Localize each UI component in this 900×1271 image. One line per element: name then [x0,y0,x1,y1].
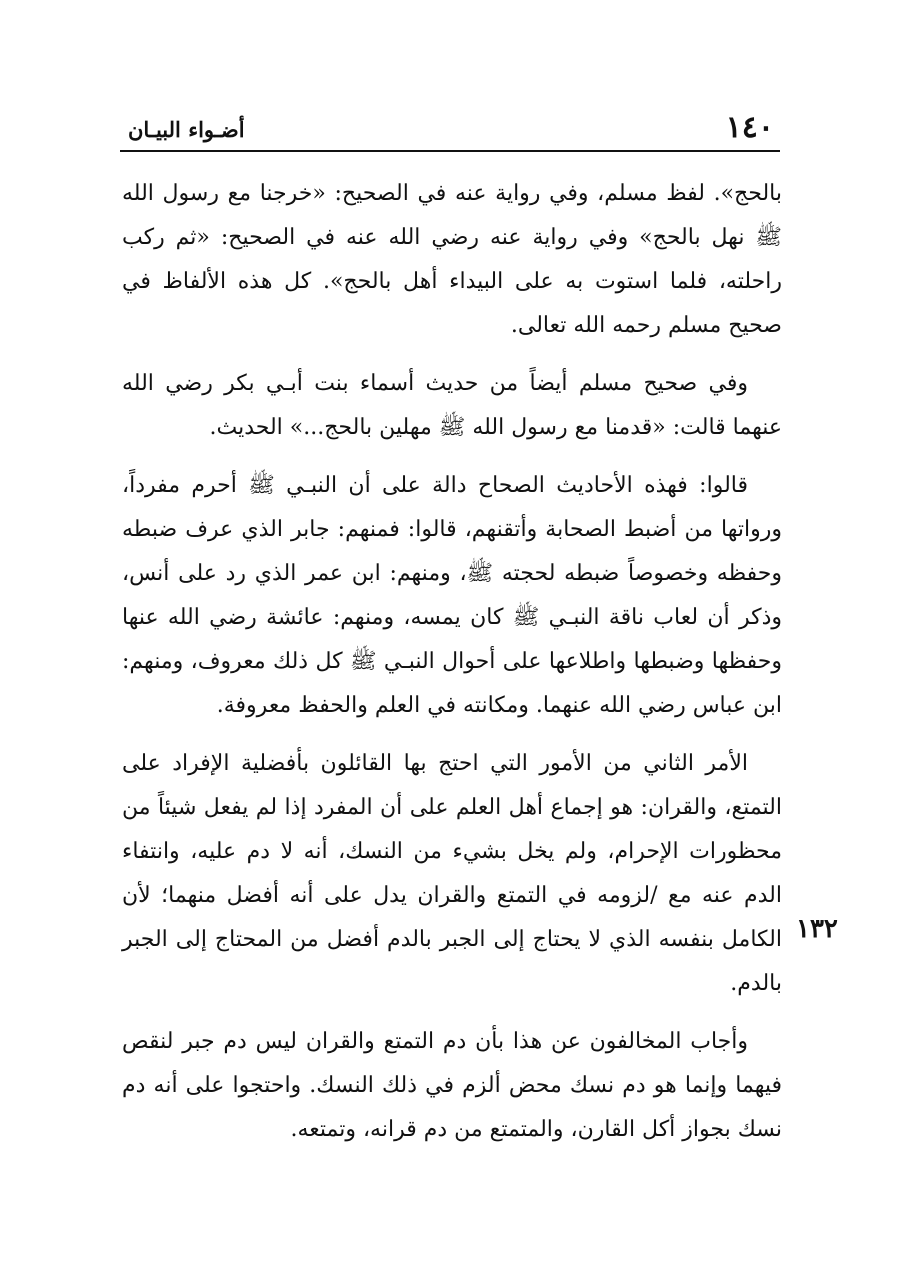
main-text [122,172,782,1166]
paragraph-3: قالوا: فهذه الأحاديث الصحاح دالة على أن النبـي ﷺ أحرم مفرداً، ورواتها من أضبط الصحابة وأتقنهم، قالوا: فمنهم: جابر الذي عرف ضبطه وحفظه وخصوصاً ضبطه لحجته ﷺ، ومنهم: ابن عمر الذي رد على أنس، وذكر أن لعاب ناقة النبـي ﷺ كان يمسه، ومنهم: عائشة رضي الله عنها وحفظها وضبطها واطلاعها على أحوال النبـي ﷺ كل ذلك معروف، ومنهم: ابن عباس رضي الله عنهما. ومكانته في العلم والحفظ معروفة. [122,473,782,718]
margin-page-reference: ١٣٢ [796,914,838,944]
paragraph-1: بالحج». لفظ مسلم، وفي رواية عنه في الصحيح: «خرجنا مع رسول الله ﷺ نهل بالحج» وفي رواية عنه رضي الله عنه في الصحيح: «ثم ركب راحلته، فلما استوت به على البيداء أهل بالحج». كل هذه الألفاظ في صحيح مسلم رحمه الله تعالى. [122,181,782,338]
paragraph-4: الأمر الثاني من الأمور التي احتج بها القائلون بأفضلية الإفراد على التمتع، والقران: هو إجماع أهل العلم على أن المفرد إذا لم يفعل شيئاً من محظورات الإحرام، ولم يخل بشيء من النسك، أنه لا دم عليه، وانتفاء الدم عنه مع /لزومه في التمتع والقران يدل على أنه أفضل منهما؛ لأن الكامل بنفسه الذي لا يحتاج إلى الجبر بالدم أفضل من المحتاج إلى الجبر بالدم. [122,751,782,996]
paragraph-2: وفي صحيح مسلم أيضاً من حديث أسماء بنت أبـي بكر رضي الله عنهما قالت: «قدمنا مع رسول الله ﷺ مهلين بالحج...» الحديث. [122,371,782,440]
running-title: أضـواء البيـان [128,117,245,142]
page-header [120,108,780,148]
header-divider [120,150,780,152]
page-number: ١٤٠ [725,110,774,145]
paragraph-5: وأجاب المخالفون عن هذا بأن دم التمتع والقران ليس دم جبر لنقص فيهما وإنما هو دم نسك محض ألزم في ذلك النسك. واحتجوا على أنه دم نسك بجواز أكل القارن، والمتمتع من دم قرانه، وتمتعه. [122,1029,782,1142]
